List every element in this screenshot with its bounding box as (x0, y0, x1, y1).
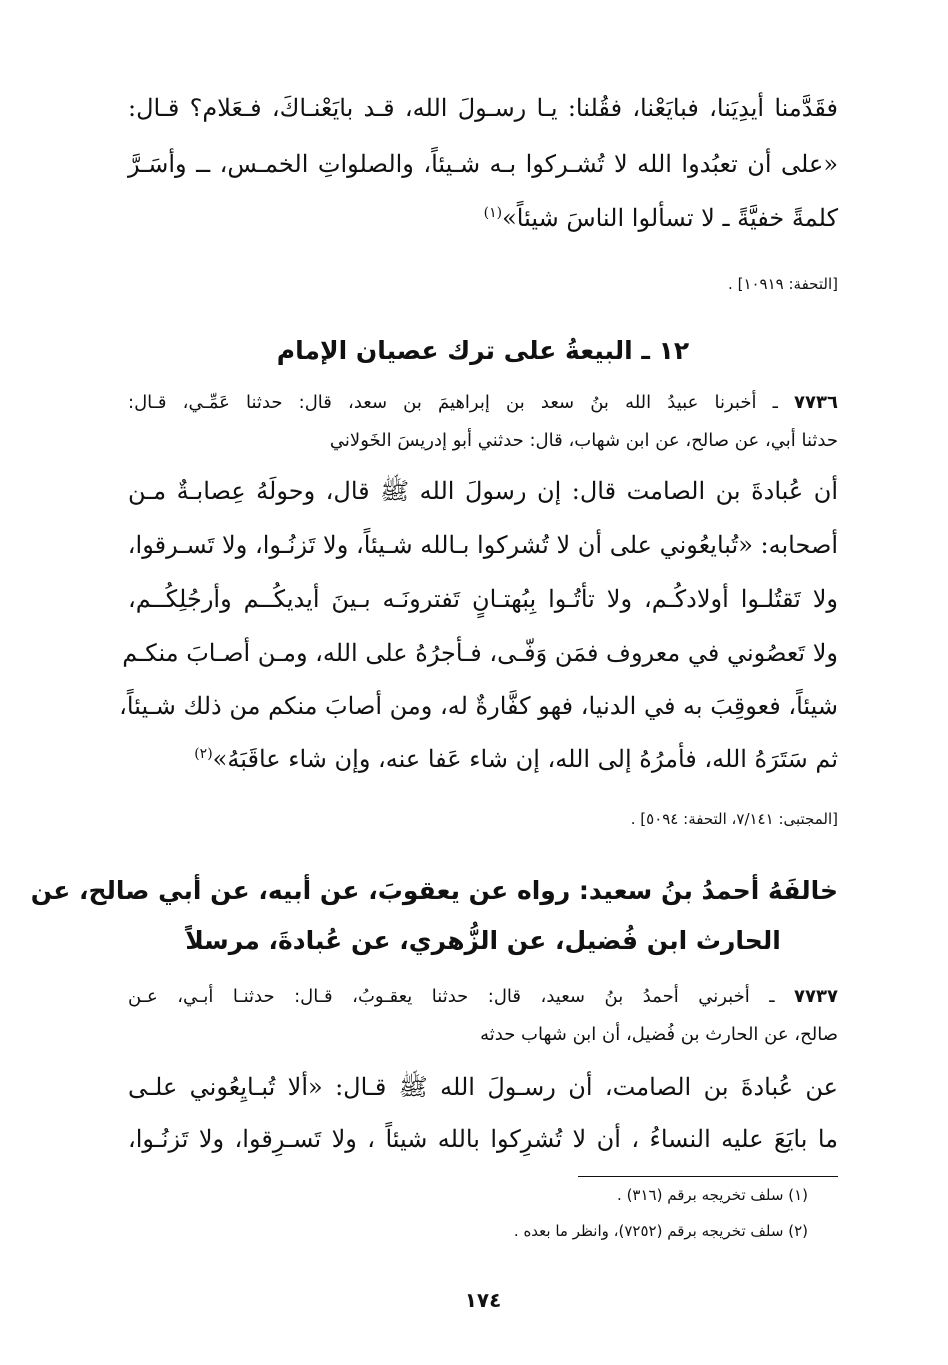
reference-1: [التحفة: ١٠٩١٩] . (728, 275, 838, 293)
top-paragraph-line-2: «على أن تعبُدوا الله لا تُشـركوا بـه شـيئاً، والصلواتِ الخمـس، ــ وأسَـرَّ (128, 150, 838, 178)
footnote-marker-1: (١) (483, 205, 503, 221)
hadith-7737-isnad-line-2: صالح، عن الحارث بن فُضيل، أن ابن شهاب حدثه (480, 1024, 838, 1045)
footnote-separator (578, 1176, 838, 1177)
hadith-number-7736: ٧٧٣٦ (794, 392, 838, 413)
reference-2: [المجتبى: ٧/١٤١، التحفة: ٥٠٩٤] . (630, 810, 838, 828)
hadith-number-7737: ٧٧٣٧ (794, 986, 838, 1007)
page-number: ١٧٤ (464, 1288, 502, 1312)
hadith-7736-matn-line-2: أصحابه: «تُبايعُوني على أن لا تُشركوا بـالله شـيئاً، ولا تَزنُـوا، ولا تَسـرقوا، (127, 531, 838, 559)
top-paragraph-line-1: فقَدَّمنا أيدِيَنا، فبايَعْنا، فقُلنا: يـا رسـولَ الله، قـد بايَعْنـاكَ، فـعَلام؟ قـال: (128, 94, 838, 122)
hadith-7736-matn-line-5: شيئاً، فعوقِبَ به في الدنيا، فهو كفَّارةٌ له، ومن أصابَ منكم من ذلك شـيئاً، (119, 692, 838, 720)
sub-heading-line-2: الحارث ابن فُضيل، عن الزُّهري، عن عُبادةَ، مرسلاً (185, 926, 781, 955)
top-paragraph-line-3-text: كلمةً خفيَّةً ـ لا تسألوا الناسَ شيئاً» (502, 204, 838, 232)
hadith-7737-matn-line-1: عن عُبادةَ بن الصامت، أن رسـولَ الله ﷺ قـال: «ألا تُبـايِعُوني علـى (128, 1073, 838, 1101)
sub-heading-line-1: خالفَهُ أحمدُ بنُ سعيد: رواه عن يعقوبَ، عن أبيه، عن أبي صالح، عن (30, 876, 838, 905)
section-heading: ١٢ ـ البيعةُ على ترك عصيان الإمام (276, 336, 690, 365)
footnote-1: (١) سلف تخريجه برقم (٣١٦) . (617, 1186, 808, 1204)
hadith-7737-isnad-text-1: ـ أخبرني أحمدُ بنُ سعيد، قال: حدثنا يعقـوبُ، قـال: حدثنـا أبـي، عـن (128, 986, 775, 1007)
hadith-7736-isnad-line-2: حدثنا أبي، عن صالح، عن ابن شهاب، قال: حدثني أبو إدريسَ الخَولاني (329, 430, 838, 451)
hadith-7737-isnad-line-1 (128, 986, 838, 1007)
hadith-7736-isnad-text-1: ـ أخبرنا عبيدُ الله بنُ سعد بن إبراهيمَ بن سعد، قال: حدثنا عَمِّـي، قـال: (128, 392, 778, 413)
hadith-7736-matn-text-6: ثم سَتَرَهُ الله، فأمرُهُ إلى الله، إن شاء عَفا عنه، وإن شاء عاقَبَهُ» (212, 745, 838, 773)
hadith-7736-isnad-line-1 (128, 392, 838, 413)
hadith-7737-matn-line-2: ما بايَعَ عليه النساءُ ، أن لا تُشرِكوا بالله شيئاً ، ولا تَسـرِقوا، ولا تَزنُـوا، (128, 1125, 838, 1153)
hadith-7736-matn-line-1: أن عُبادةَ بن الصامت قال: إن رسولَ الله ﷺ قال، وحولَهُ عِصابـةٌ مـن (128, 477, 838, 505)
book-page (30, 88, 838, 1338)
hadith-7736-matn-line-3: ولا تَقتُلـوا أولادكُـم، ولا تأتُـوا بِبُهتـانٍ تَفترونَـه بـينَ أيديكُــم وأرجُلِكُــم، (128, 585, 838, 613)
footnote-marker-2: (٢) (194, 746, 213, 762)
hadith-7736-matn-line-4: ولا تَعصُوني في معروف فمَن وَفّـى، فـأجرُهُ على الله، ومـن أصـابَ منكـم (122, 639, 838, 667)
top-paragraph-line-3 (128, 204, 838, 232)
hadith-7736-matn-line-6 (128, 745, 838, 773)
footnote-2: (٢) سلف تخريجه برقم (٧٢٥٢)، وانظر ما بعده . (513, 1222, 808, 1240)
